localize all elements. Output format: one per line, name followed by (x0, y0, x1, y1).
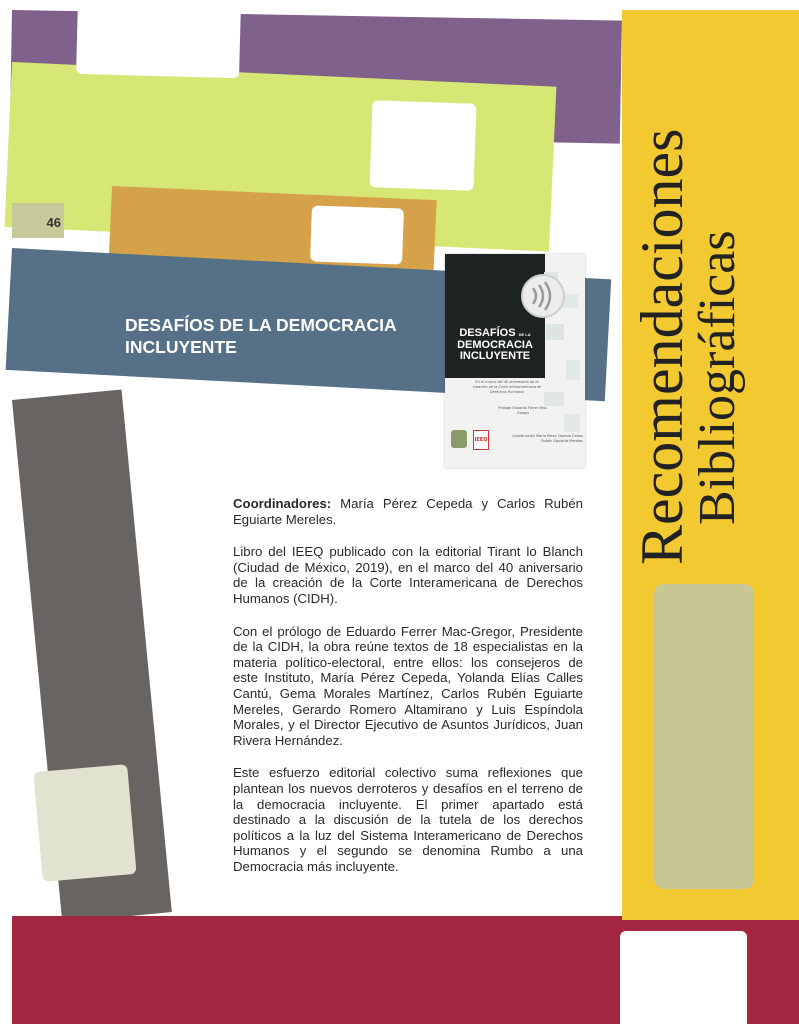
cover-logo-ieeq: IEEQ (473, 430, 489, 450)
coordinators-names: María Pérez Cepeda y Carlos Rubén Eguiarte Mereles. (233, 496, 583, 527)
sound-wave-icon (523, 276, 563, 316)
body-paragraph: Libro del IEEQ publicado con la editorial Tirant lo Blanch (Ciudad de México, 2019), en el marco del 40 aniversario de la creación de la Corte Interamericana de Derechos Humanos (CIDH). (233, 544, 583, 606)
purple-decor-notch (76, 0, 241, 78)
coordinators-label: Coordinadores: (233, 496, 332, 511)
section-title-line2: Bibliográficas (689, 230, 746, 525)
section-title-line1: Recomendaciones (629, 128, 695, 565)
cover-title-line2: DEMOCRACIA (457, 339, 533, 351)
cover-title-de: DE LA (518, 332, 531, 337)
cover-title-line3: INCLUYENTE (459, 350, 531, 362)
page-number: 46 (46, 215, 61, 230)
cover-prologo: Prólogo Eduardo Ferrer Mac-Gregor (498, 406, 548, 415)
gray-decor-notch (33, 764, 136, 882)
cover-coordinacion: Coordinación María Pérez Cepeda Carlos Rubén Eguiarte Mereles (512, 434, 583, 443)
lime-decor-notch (370, 100, 477, 191)
cover-title-line1: DESAFÍOS DE LA (459, 327, 531, 339)
article-title: DESAFÍOS DE LA DEMOCRACIA INCLUYENTE (125, 315, 396, 357)
cover-logo-emblem (451, 430, 467, 448)
coordinators-paragraph (233, 496, 583, 527)
body-paragraph: Con el prólogo de Eduardo Ferrer Mac-Gregor, Presidente de la CIDH, la obra reúne textos de 18 especialistas en la materia político-electoral, entre ellos: los consejeros de este Instituto, María Pérez Cepeda, Yolanda Elías Calles Cantú, Gema Morales Martínez, Carlos Rubén Eguiarte Mereles, Gerardo Romero Altamirano y Luis Espíndola Morales, y el Director Ejecutivo de Asuntos Jurídicos, Juan Rivera Hernández. (233, 623, 583, 748)
sidebar-panel (654, 584, 754, 889)
book-cover (445, 254, 585, 468)
tan-decor-notch (310, 205, 404, 264)
cover-sound-icon (521, 274, 565, 318)
article-body (233, 496, 583, 891)
body-paragraph: Este esfuerzo editorial colectivo suma reflexiones que plantean los nuevos derroteros y desafíos en el terreno de la democracia incluyente. El primer apartado está destinado a la discusión de la tutela de los derechos políticos a la luz del Sistema Interamericano de Derechos Humanos y el segundo se denomina Rumbo a una Democracia más incluyente. (233, 765, 583, 874)
cover-title (445, 328, 545, 362)
cover-subtitle: En el marco del 40 aniversario de la creación de la Corte Interamericana de Derechos Humanos (472, 380, 542, 394)
footer-white-box (620, 931, 747, 1024)
